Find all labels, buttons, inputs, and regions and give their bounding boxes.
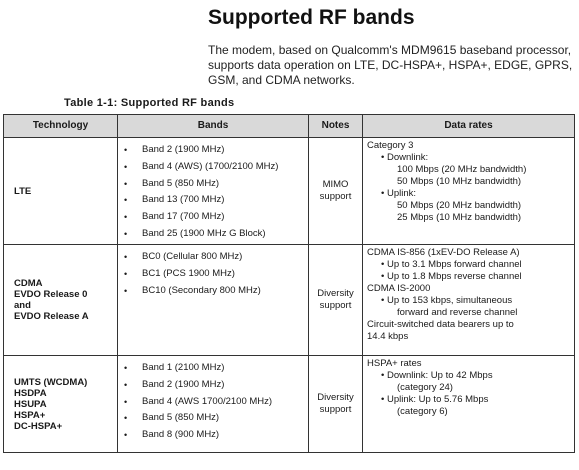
- technology-cell: [4, 138, 118, 245]
- band-list: [124, 249, 304, 299]
- intro-paragraph: The modem, based on Qualcomm's MDM9615 baseband processor, supports data operation on LTE, DC-HSPA+, HSPA+, EDGE, GPRS, GSM, and CDMA networks.: [208, 43, 573, 87]
- data-rate-line: Category 3: [367, 140, 414, 151]
- data-rate-line: forward and reverse channel: [397, 307, 518, 318]
- data-rates-cell: [363, 138, 575, 245]
- band-label: Band 2 (1900 MHz): [142, 379, 225, 391]
- table-caption: Table 1-1: Supported RF bands: [64, 97, 235, 109]
- band-label: BC10 (Secondary 800 MHz): [142, 284, 261, 296]
- technology-line: and: [14, 300, 31, 311]
- bands-cell: [118, 138, 309, 245]
- bullet-icon: •: [124, 285, 128, 296]
- notes-line: MIMO: [322, 179, 349, 190]
- bullet-icon: •: [124, 396, 128, 407]
- header-technology: Technology: [4, 115, 118, 138]
- band-item: [124, 175, 304, 192]
- band-item: [124, 209, 304, 226]
- bullet-icon: •: [124, 178, 128, 189]
- band-list: [124, 142, 304, 242]
- data-rate-line: 14.4 kbps: [367, 331, 409, 342]
- table-header-row: [4, 115, 575, 138]
- technology-cell: [4, 356, 118, 453]
- band-label: Band 5 (850 MHz): [142, 412, 220, 424]
- bullet-icon: •: [124, 413, 128, 424]
- technology-line: HSUPA: [14, 398, 47, 410]
- bands-cell: [118, 245, 309, 356]
- band-item: [124, 192, 304, 209]
- data-rate-line: CDMA IS-2000: [367, 283, 431, 294]
- band-item: [124, 427, 304, 444]
- data-rate-line: CDMA IS-856 (1xEV-DO Release A): [367, 247, 520, 258]
- bullet-icon: •: [124, 269, 128, 280]
- notes-line: Diversity: [317, 288, 354, 299]
- band-item: [124, 282, 304, 299]
- bullet-icon: •: [124, 430, 128, 441]
- band-item: [124, 225, 304, 242]
- band-label: Band 17 (700 MHz): [142, 211, 225, 223]
- data-rate-line: 50 Mbps (10 MHz bandwidth): [397, 176, 522, 187]
- data-rate-line: Circuit-switched data bearers up to: [367, 319, 514, 330]
- technology-line: EVDO Release 0: [14, 289, 88, 300]
- band-item: [124, 393, 304, 410]
- band-item: [124, 410, 304, 427]
- notes-line: support: [319, 191, 352, 202]
- band-label: BC0 (Cellular 800 MHz): [142, 251, 243, 263]
- data-rate-line: • Downlink: Up to 42 Mbps: [381, 370, 493, 381]
- data-rate-line: (category 6): [397, 406, 448, 417]
- data-rate-line: • Downlink:: [381, 152, 429, 163]
- band-item: [124, 249, 304, 266]
- notes-line: support: [319, 300, 352, 311]
- technology-line: HSDPA: [14, 387, 47, 399]
- rf-bands-table: [3, 114, 575, 453]
- notes-cell: [309, 138, 363, 245]
- bullet-icon: •: [124, 252, 128, 263]
- notes-line: support: [319, 404, 352, 415]
- page-heading: Supported RF bands: [208, 6, 415, 29]
- data-rate-line: • Uplink:: [381, 188, 417, 199]
- technology-line: LTE: [14, 185, 32, 197]
- header-bands: Bands: [118, 115, 309, 138]
- band-label: Band 4 (AWS 1700/2100 MHz): [142, 395, 273, 407]
- bullet-icon: •: [124, 380, 128, 391]
- band-label: Band 13 (700 MHz): [142, 194, 225, 206]
- band-label: Band 4 (AWS) (1700/2100 MHz): [142, 161, 279, 173]
- bullet-icon: •: [124, 228, 128, 239]
- data-rate-line: • Uplink: Up to 5.76 Mbps: [381, 394, 489, 405]
- technology-cell: [4, 245, 118, 356]
- data-rate-line: • Up to 153 kbps, simultaneous: [381, 295, 513, 306]
- technology-line: DC-HSPA+: [14, 420, 63, 432]
- band-label: Band 8 (900 MHz): [142, 429, 220, 441]
- bullet-icon: •: [124, 363, 128, 374]
- data-rate-line: • Up to 1.8 Mbps reverse channel: [381, 271, 522, 282]
- band-item: [124, 377, 304, 394]
- band-item: [124, 159, 304, 176]
- technology-line: UMTS (WCDMA): [14, 376, 88, 388]
- data-rate-line: 25 Mbps (10 MHz bandwidth): [397, 212, 522, 223]
- data-rates-cell: [363, 356, 575, 453]
- technology-line: CDMA: [14, 278, 43, 289]
- band-label: Band 2 (1900 MHz): [142, 144, 225, 156]
- data-rates-cell: [363, 245, 575, 356]
- data-rate-line: • Up to 3.1 Mbps forward channel: [381, 259, 522, 270]
- bands-cell: [118, 356, 309, 453]
- table-row: [4, 245, 575, 356]
- band-item: [124, 360, 304, 377]
- header-notes: Notes: [309, 115, 363, 138]
- technology-line: HSPA+: [14, 409, 46, 421]
- data-rate-line: (category 24): [397, 382, 453, 393]
- band-item: [124, 266, 304, 283]
- band-list: [124, 360, 304, 443]
- notes-cell: [309, 356, 363, 453]
- band-label: BC1 (PCS 1900 MHz): [142, 268, 235, 280]
- bullet-icon: •: [124, 195, 128, 206]
- table-row: [4, 356, 575, 453]
- notes-line: Diversity: [317, 392, 354, 403]
- bullet-icon: •: [124, 145, 128, 156]
- data-rate-line: HSPA+ rates: [367, 358, 422, 369]
- band-label: Band 5 (850 MHz): [142, 177, 220, 189]
- data-rate-line: 50 Mbps (20 MHz bandwidth): [397, 200, 522, 211]
- technology-line: EVDO Release A: [14, 311, 89, 322]
- table-row: [4, 138, 575, 245]
- band-label: Band 25 (1900 MHz G Block): [142, 227, 266, 239]
- notes-cell: [309, 245, 363, 356]
- band-label: Band 1 (2100 MHz): [142, 362, 225, 374]
- bullet-icon: •: [124, 212, 128, 223]
- bullet-icon: •: [124, 162, 128, 173]
- data-rate-line: 100 Mbps (20 MHz bandwidth): [397, 164, 527, 175]
- band-item: [124, 142, 304, 159]
- header-data-rates: Data rates: [363, 115, 575, 138]
